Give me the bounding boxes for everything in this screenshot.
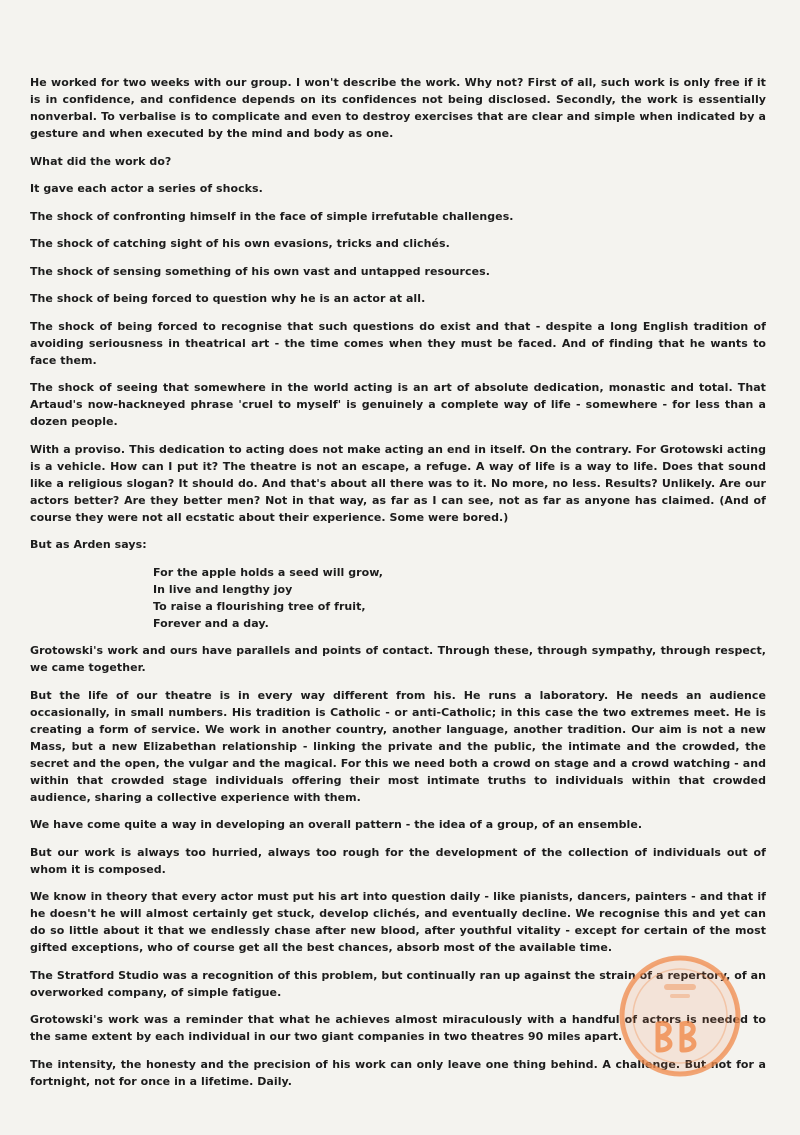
paragraph: We know in theory that every actor must put his art into question daily - like pianists, dancers, painters - and that if he doesn't he will almost certainly get stuck, develop clichés, and eventually decline. We recognise this and yet can do so little about it that we endlessly chase after new blood, after youthful vitality - except for certain of the most gifted exceptions, who of course get all the best chances, absorb most of the available time. [30,890,766,954]
paragraph: But as Arden says: [30,538,147,551]
paragraph: The shock of confronting himself in the face of simple irrefutable challenges. [30,209,514,223]
paragraph: But the life of our theatre is in every way different from his. He runs a laboratory. He needs an audience occasionally, in small numbers. His tradition is Catholic - or anti-Catholic; in this case the two extremes meet. He is creating a form of service. We work in another country, another language, another tradition. Our aim is not a new Mass, but a new Elizabethan relationship - linking the private and the public, the intimate and the crowded, the secret and the open, the vulgar and the magical. For this we need both a crowd on stage and a crowd watching - and within that crowded stage individuals offering their most intimate truths to individuals within that crowded audience, sharing a collective experience with them. [30,688,766,804]
paragraph: The shock of being forced to question why he is an actor at all. [30,292,426,305]
paragraph: It gave each actor a series of shocks. [30,182,263,195]
poem-line: For the apple holds a seed will grow, [153,565,383,579]
paragraph: He worked for two weeks with our group. I won't describe the work. Why not? First of all, such work is only free if it is in confidence, and confidence depends on its confidences not being disclosed. Secondly, the work is essentially nonverbal. To verbalise is to complicate and even to destroy exercises that are clear and simple when indicated by a gesture and when executed by the mind and body as one. [30,76,766,140]
paragraph: The shock of being forced to recognise that such questions do exist and that - despite a long English tradition of avoiding seriousness in theatrical art - the time comes when they must be faced. And of finding that he wants to face them. [30,319,766,367]
poem-quote [30,564,766,632]
paragraph: The Stratford Studio was a recognition of this problem, but continually ran up against the strain of a repertory, of an overworked company, of simple fatigue. [30,968,766,999]
paragraph: Grotowski's work and ours have parallels and points of contact. Through these, through sympathy, through respect, we came together. [30,644,766,674]
paragraph: Grotowski's work was a reminder that what he achieves almost miraculously with a handful of actors is needed to the same extent by each individual in our two giant companies in two theatres 90 miles apart. [30,1013,766,1043]
paragraph: The shock of sensing something of his own vast and untapped resources. [30,264,490,278]
poem-line: Forever and a day. [153,616,269,630]
paragraph: The shock of catching sight of his own evasions, tricks and clichés. [30,237,450,250]
paragraph: We have come quite a way in developing an overall pattern - the idea of a group, of an ensemble. [30,818,643,831]
paragraph: What did the work do? [30,154,172,168]
paragraph: But our work is always too hurried, always too rough for the development of the collection of individuals out of whom it is composed. [30,845,766,876]
poem-line: In live and lengthy joy [153,582,293,596]
paragraph: The intensity, the honesty and the precision of his work can only leave one thing behind. A challenge. But not for a fortnight, not for once in a lifetime. Daily. [30,1057,766,1088]
paragraph: The shock of seeing that somewhere in the world acting is an art of absolute dedication, monastic and total. That Artaud's now-hackneyed phrase 'cruel to myself' is genuinely a complete way of life - somewhere - for less than a dozen people. [30,381,766,428]
text-column [30,74,766,1100]
paragraph: With a proviso. This dedication to acting does not make acting an end in itself. On the contrary. For Grotowski acting is a vehicle. How can I put it? The theatre is not an escape, a refuge. A way of life is a way to life. Does that sound like a religious slogan? It should do. And that's about all there was to it. No more, no less. Results? Unlikely. Are our actors better? Are they better men? Not in that way, as far as I can see, not as far as anyone has claimed. (And of course they were not all ecstatic about their experience. Some were bored.) [30,442,766,524]
poem-line: To raise a flourishing tree of fruit, [153,599,366,613]
